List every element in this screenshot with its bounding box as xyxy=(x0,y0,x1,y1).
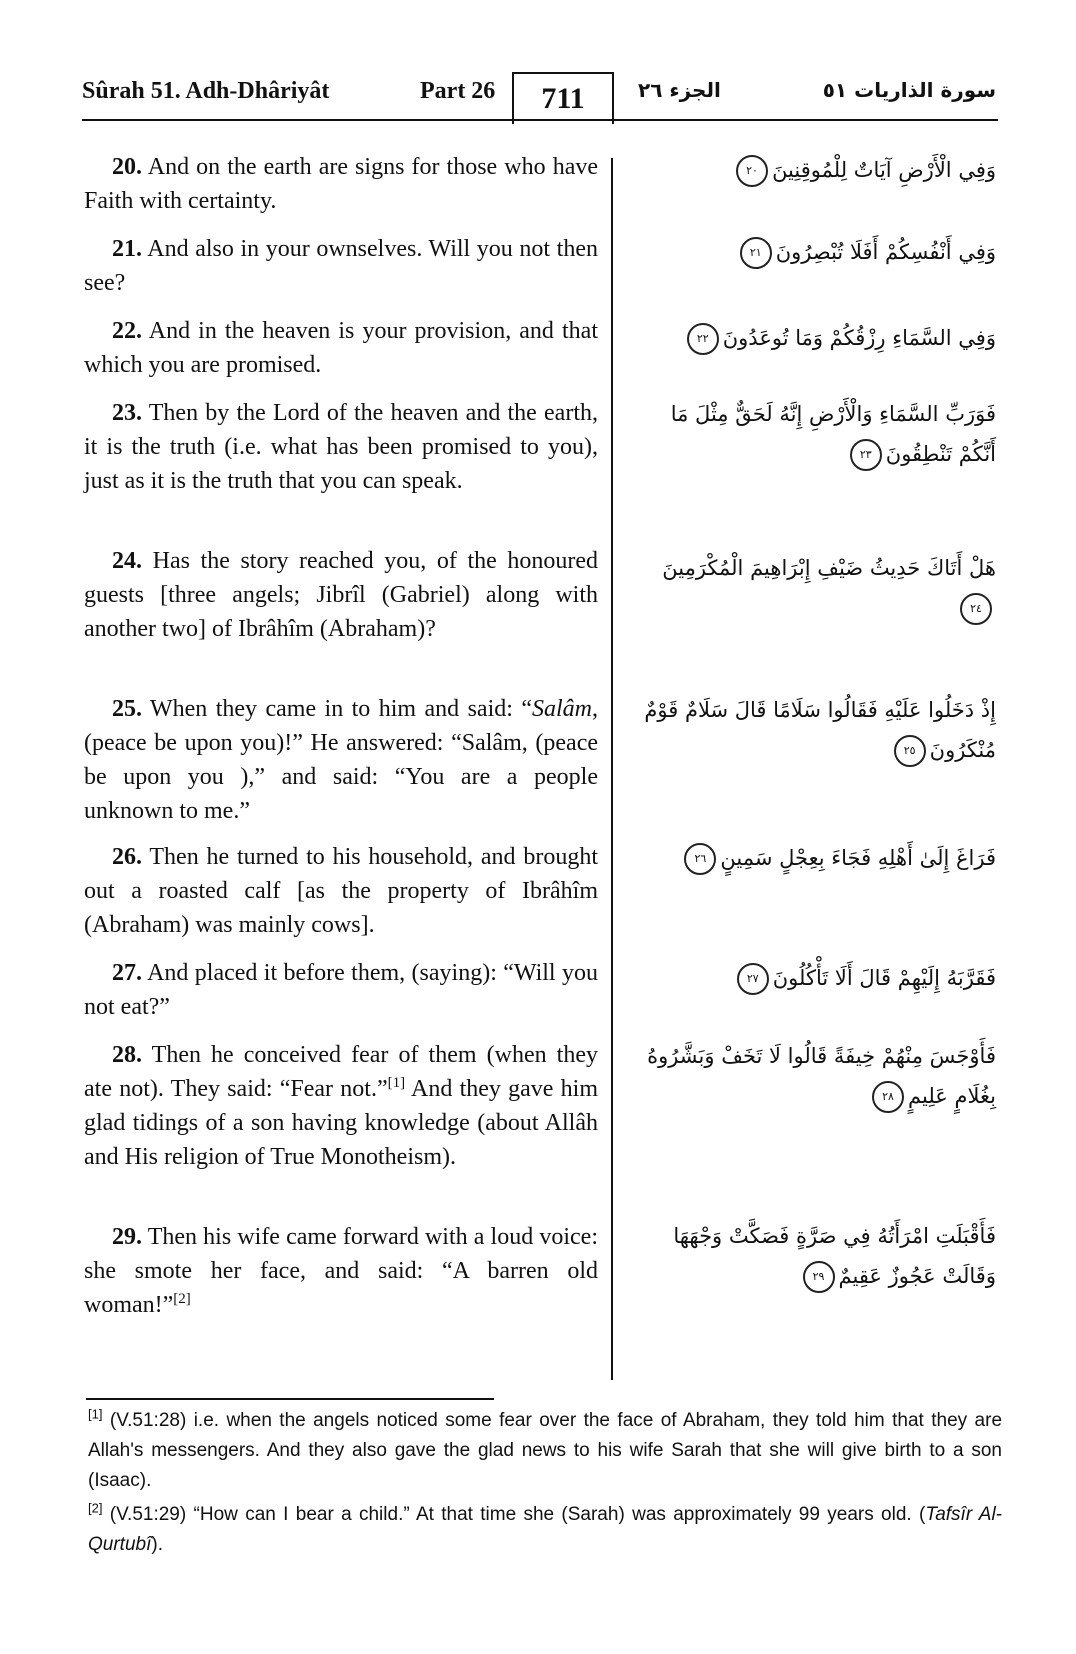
verse-italic-term: Salâm xyxy=(532,696,592,722)
ayah-number-marker: ٢١ xyxy=(740,237,772,269)
verse-28-translation xyxy=(84,1038,598,1174)
ayah-number-marker: ٢٥ xyxy=(894,735,926,767)
verse-number: 21. xyxy=(112,236,142,262)
arabic-text: فَوَرَبِّ السَّمَاءِ وَالْأَرْضِ إِنَّهُ لَحَقٌّ مِثْلَ مَا أَنَّكُمْ تَنْطِقُونَ xyxy=(670,402,996,466)
footnote-text: (V.51:29) “How can I bear a child.” At that time she (Sarah) was approximately 99 years old. ( xyxy=(109,1504,926,1525)
verse-number: 23. xyxy=(112,400,142,426)
header-arabic-surah: سورة الذاريات ٥١ xyxy=(822,78,996,102)
column-divider xyxy=(611,158,613,1380)
footnote-reference-1[interactable]: [1] xyxy=(387,1075,406,1091)
verse-text: And placed it before them, (saying): “Will you not eat?” xyxy=(84,960,598,1020)
verse-21-arabic xyxy=(636,232,996,272)
ayah-number-marker: ٢٤ xyxy=(960,593,992,625)
verse-22-translation xyxy=(84,314,598,382)
verse-number: 24. xyxy=(112,548,142,574)
arabic-text: إِذْ دَخَلُوا عَلَيْهِ فَقَالُوا سَلَامًا قَالَ سَلَامٌ قَوْمٌ مُنْكَرُونَ xyxy=(644,698,996,762)
verse-text: And they gave him glad tidings of a son having knowledge (about Allâh and His religion of True Monotheism). xyxy=(84,1076,598,1170)
ayah-number-marker: ٢٧ xyxy=(737,963,769,995)
arabic-text: فَقَرَّبَهُ إِلَيْهِمْ قَالَ أَلَا تَأْكُلُونَ xyxy=(772,966,996,990)
verse-24-arabic xyxy=(636,548,996,628)
arabic-text: وَفِي الْأَرْضِ آيَاتٌ لِلْمُوقِنِينَ xyxy=(772,158,996,182)
verse-26-translation xyxy=(84,840,598,942)
verse-28-arabic xyxy=(636,1036,996,1116)
verse-24-translation xyxy=(84,544,598,646)
header-part: Part 26 xyxy=(420,78,496,104)
verse-27-translation xyxy=(84,956,598,1024)
footnote-1 xyxy=(88,1406,1002,1496)
verse-text: Then he turned to his household, and brought out a roasted calf [as the property of Ibrâhîm (Abraham) was mainly cows]. xyxy=(84,844,598,938)
verse-29-translation xyxy=(84,1220,598,1322)
header-divider xyxy=(82,119,998,121)
ayah-number-marker: ٢٦ xyxy=(684,843,716,875)
verse-20-translation xyxy=(84,150,598,218)
verse-text: Then his wife came forward with a loud voice: she smote her face, and said: “A barren old woman!” xyxy=(84,1224,598,1318)
verse-text: And in the heaven is your provision, and that which you are promised. xyxy=(84,318,598,378)
arabic-text: فَأَقْبَلَتِ امْرَأَتُهُ فِي صَرَّةٍ فَصَكَّتْ وَجْهَهَا وَقَالَتْ عَجُوزٌ عَقِيمٌ xyxy=(673,1224,996,1288)
ayah-number-marker: ٢٠ xyxy=(736,155,768,187)
verse-text: Then by the Lord of the heaven and the earth, it is the truth (i.e. what has been promised to you), just as it is the truth that you can speak. xyxy=(84,400,598,494)
ayah-number-marker: ٢٨ xyxy=(872,1081,904,1113)
verse-number: 27. xyxy=(112,960,142,986)
verse-21-translation xyxy=(84,232,598,300)
verse-23-translation xyxy=(84,396,598,498)
verse-number: 25. xyxy=(112,696,142,722)
verse-20-arabic xyxy=(636,150,996,190)
verse-number: 28. xyxy=(112,1042,142,1068)
footnote-text: (V.51:28) i.e. when the angels noticed some fear over the face of Abraham, they told him that they are Allah's messengers. And they also gave the glad news to his wife Sarah that she will give birth to a son (Isaac). xyxy=(88,1410,1003,1491)
ayah-number-marker: ٢٩ xyxy=(803,1261,835,1293)
arabic-text: فَأَوْجَسَ مِنْهُمْ خِيفَةً قَالُوا لَا تَخَفْ وَبَشَّرُوهُ بِغُلَامٍ عَلِيمٍ xyxy=(647,1044,996,1108)
page-number: 711 xyxy=(512,72,614,124)
verse-text: Then he conceived fear of them (when they ate not). They said: “Fear not.” xyxy=(84,1042,598,1102)
verse-26-arabic xyxy=(636,838,996,878)
footnote-2 xyxy=(88,1500,1002,1560)
footnote-marker: [2] xyxy=(88,1500,103,1516)
footnote-text: ). xyxy=(151,1534,163,1555)
ayah-number-marker: ٢٢ xyxy=(687,323,719,355)
verse-25-arabic xyxy=(636,690,996,770)
verse-text: , (peace be upon you)!” He answered: “Salâm, (peace be upon you ),” and said: “You are a people unknown to me.” xyxy=(84,696,598,824)
verse-text: When they came in to him and said: “ xyxy=(150,696,532,722)
verse-text: Has the story reached you, of the honoured guests [three angels; Jibrîl (Gabriel) along with another two] of Ibrâhîm (Abraham)? xyxy=(84,548,599,642)
verse-number: 26. xyxy=(112,844,142,870)
verse-25-translation xyxy=(84,692,598,828)
arabic-text: فَرَاغَ إِلَىٰ أَهْلِهِ فَجَاءَ بِعِجْلٍ سَمِينٍ xyxy=(720,846,996,870)
footnote-marker: [1] xyxy=(88,1406,103,1422)
verse-29-arabic xyxy=(636,1216,996,1296)
verse-number: 20. xyxy=(112,154,142,180)
footnote-reference-2[interactable]: [2] xyxy=(173,1291,191,1307)
verse-number: 29. xyxy=(112,1224,142,1250)
verse-number: 22. xyxy=(112,318,142,344)
arabic-text: وَفِي السَّمَاءِ رِزْقُكُمْ وَمَا تُوعَدُونَ xyxy=(722,326,996,350)
verse-text: And on the earth are signs for those who have Faith with certainty. xyxy=(84,154,598,214)
footnote-divider xyxy=(86,1398,494,1400)
verse-27-arabic xyxy=(636,958,996,998)
arabic-text: هَلْ أَتَاكَ حَدِيثُ ضَيْفِ إِبْرَاهِيمَ الْمُكْرَمِينَ xyxy=(662,556,996,580)
header-surah-title: Sûrah 51. Adh-Dhâriyât xyxy=(82,78,330,104)
header-arabic-part: الجزء ٢٦ xyxy=(638,78,721,102)
verse-22-arabic xyxy=(636,318,996,358)
verse-text: And also in your ownselves. Will you not then see? xyxy=(84,236,598,296)
arabic-text: وَفِي أَنْفُسِكُمْ أَفَلَا تُبْصِرُونَ xyxy=(775,240,996,264)
ayah-number-marker: ٢٣ xyxy=(850,439,882,471)
verse-23-arabic xyxy=(636,394,996,474)
footnote-italic-source: Tafsîr Al-Qurtubî xyxy=(88,1504,1002,1555)
